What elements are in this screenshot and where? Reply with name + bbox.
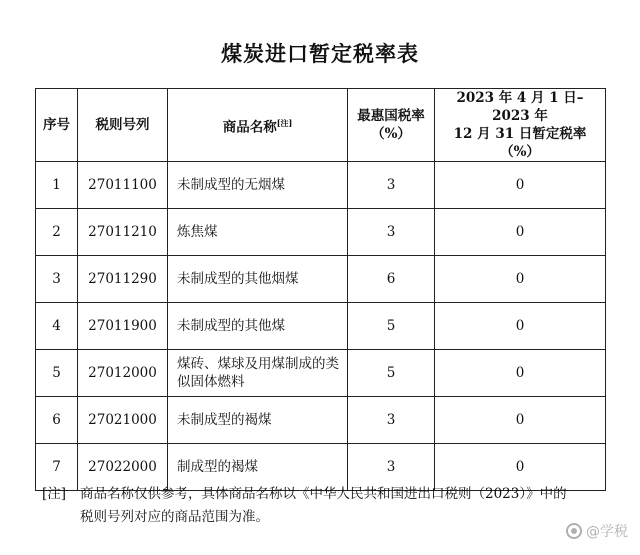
cell-code: 27011290 xyxy=(78,256,168,303)
cell-name: 未制成型的褐煤 xyxy=(168,397,348,444)
footnote-line-2 xyxy=(42,506,602,529)
cell-code: 27011900 xyxy=(78,303,168,350)
watermark-text: @学税 xyxy=(586,524,628,540)
cell-code: 27011210 xyxy=(78,209,168,256)
header-temp-line1: 2023 年 4 月 1 日–2023 年 xyxy=(456,90,584,124)
footnote-text-1: 商品名称仅供参考，具体商品名称以《中华人民共和国进出口税则（2023）》中的 xyxy=(80,486,567,502)
cell-name: 未制成型的无烟煤 xyxy=(168,162,348,209)
cell-mfn: 3 xyxy=(348,397,435,444)
footnote-line-1 xyxy=(42,483,602,506)
cell-seq: 7 xyxy=(36,444,78,491)
cell-temp: 0 xyxy=(435,350,606,397)
table-header-row xyxy=(36,89,606,162)
cell-temp: 0 xyxy=(435,162,606,209)
cell-seq: 2 xyxy=(36,209,78,256)
header-mfn-line2: （%） xyxy=(371,126,411,142)
cell-temp: 0 xyxy=(435,444,606,491)
watermark xyxy=(566,521,628,541)
cell-name: 制成型的褐煤 xyxy=(168,444,348,491)
cell-name: 未制成型的其他烟煤 xyxy=(168,256,348,303)
cell-seq: 4 xyxy=(36,303,78,350)
cell-mfn: 3 xyxy=(348,444,435,491)
cell-seq: 1 xyxy=(36,162,78,209)
cell-seq: 6 xyxy=(36,397,78,444)
header-seq: 序号 xyxy=(36,89,78,162)
watermark-logo-icon xyxy=(566,523,582,539)
table-row xyxy=(36,350,606,397)
table-row xyxy=(36,397,606,444)
coal-tariff-table xyxy=(35,88,606,491)
cell-name: 未制成型的其他煤 xyxy=(168,303,348,350)
cell-mfn: 6 xyxy=(348,256,435,303)
cell-temp: 0 xyxy=(435,256,606,303)
table-row xyxy=(36,256,606,303)
cell-temp: 0 xyxy=(435,303,606,350)
header-temp-rate xyxy=(435,89,606,162)
cell-mfn: 3 xyxy=(348,209,435,256)
page-title: 煤炭进口暂定税率表 xyxy=(221,41,419,66)
header-mfn-line1: 最惠国税率 xyxy=(357,108,425,124)
cell-name: 炼焦煤 xyxy=(168,209,348,256)
header-name xyxy=(168,89,348,162)
cell-name: 煤砖、煤球及用煤制成的类似固体燃料 xyxy=(168,350,348,397)
cell-mfn: 3 xyxy=(348,162,435,209)
header-temp-line2: 12 月 31 日暂定税率（%） xyxy=(453,126,587,160)
cell-mfn: 5 xyxy=(348,303,435,350)
table-footnote xyxy=(42,483,602,529)
header-code: 税则号列 xyxy=(78,89,168,162)
cell-code: 27022000 xyxy=(78,444,168,491)
table-row xyxy=(36,303,606,350)
header-name-label: 商品名称 xyxy=(222,119,277,136)
cell-temp: 0 xyxy=(435,209,606,256)
footnote-tag: [注] xyxy=(42,486,67,502)
cell-seq: 3 xyxy=(36,256,78,303)
table-row xyxy=(36,209,606,256)
cell-code: 27012000 xyxy=(78,350,168,397)
cell-mfn: 5 xyxy=(348,350,435,397)
cell-seq: 5 xyxy=(36,350,78,397)
cell-code: 27011100 xyxy=(78,162,168,209)
header-mfn-rate xyxy=(348,89,435,162)
table-row xyxy=(36,162,606,209)
cell-temp: 0 xyxy=(435,397,606,444)
header-name-note-mark: [注] xyxy=(276,117,293,128)
cell-code: 27021000 xyxy=(78,397,168,444)
footnote-text-2: 税则号列对应的商品范围为准。 xyxy=(80,509,269,525)
